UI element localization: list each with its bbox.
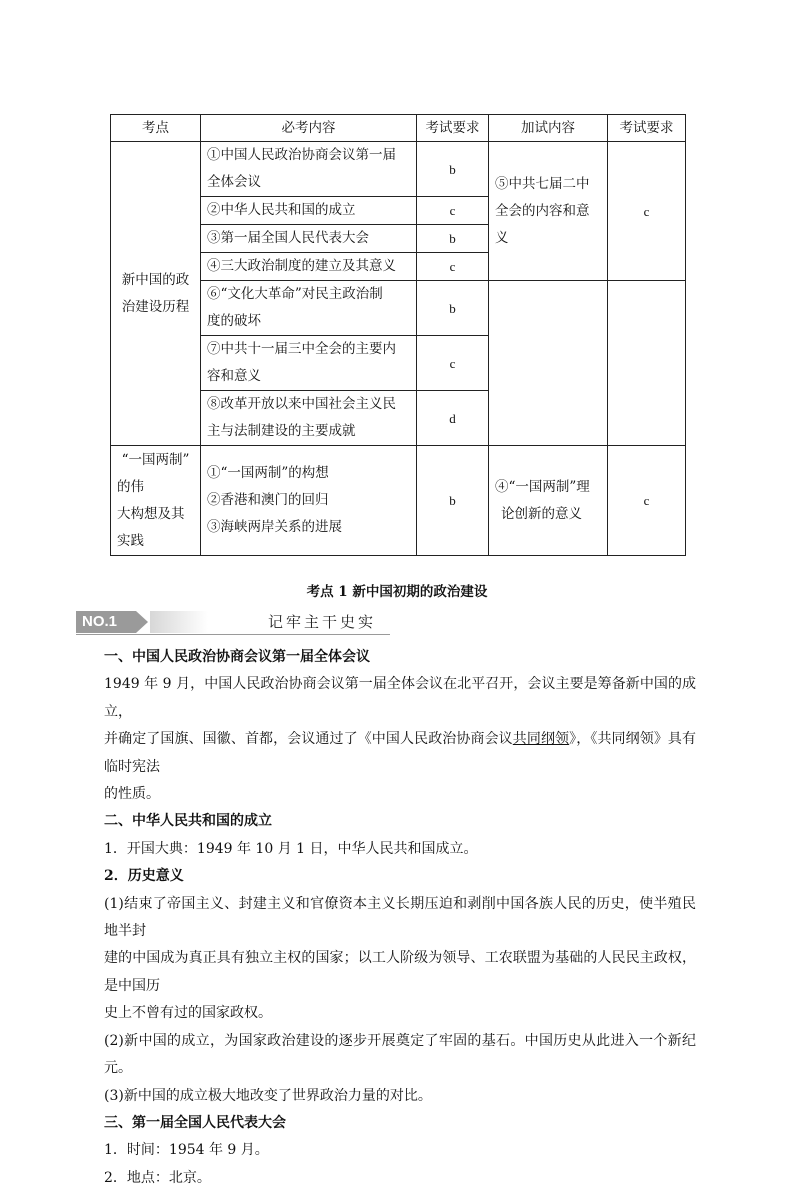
level-cell: b — [417, 281, 489, 336]
content-cell: ①中国人民政治协商会议第一届 全体会议 — [201, 142, 417, 197]
content-cell: ⑦中共十一届三中全会的主要内 容和意义 — [201, 336, 417, 391]
level-cell: b — [417, 225, 489, 253]
header-required-content: 必考内容 — [201, 115, 417, 142]
extra-content-cell: ④“一国两制”理 论创新的意义 — [489, 446, 608, 556]
banner-fade — [150, 611, 208, 633]
section-title: 考点 1 新中国初期的政治建设 — [306, 584, 488, 600]
header-extra-requirement: 考试要求 — [608, 115, 686, 142]
content-cell: ③第一届全国人民代表大会 — [201, 225, 417, 253]
level-cell: c — [417, 197, 489, 225]
empty-extra-cell — [489, 281, 608, 446]
subheading: 2．历史意义 — [104, 868, 184, 885]
header-topic: 考点 — [111, 115, 201, 142]
paragraph: 1．开国大典：1949 年 10 月 1 日，中华人民共和国成立。 — [104, 840, 478, 857]
content-cell: ⑥“文化大革命”对民主政治制 度的破坏 — [201, 281, 417, 336]
header-extra-content: 加试内容 — [489, 115, 608, 142]
heading-1: 一、中国人民政治协商会议第一届全体会议 — [104, 649, 370, 665]
header-requirement: 考试要求 — [417, 115, 489, 142]
table-row — [111, 446, 686, 556]
level-cell: c — [417, 253, 489, 281]
paragraph: (1)结束了帝国主义、封建主义和官僚资本主义长期压迫和剥削中国各族人民的历史，使半殖民地半封 — [104, 895, 696, 940]
level-cell: b — [417, 142, 489, 197]
underlined-term: 共同纲领 — [512, 731, 570, 748]
extra-content-cell: ⑤中共七届二中 全会的内容和意 义 — [489, 142, 608, 281]
body-text — [104, 644, 696, 1192]
section-banner — [76, 611, 390, 635]
table-header-row — [111, 115, 686, 142]
content-cell: ④三大政治制度的建立及其意义 — [201, 253, 417, 281]
exam-requirements-table — [110, 114, 686, 556]
topic-cell: “一国两制” 的伟 大构想及其 实践 — [111, 446, 201, 556]
heading-3: 三、第一届全国人民代表大会 — [104, 1114, 286, 1131]
paragraph: 1．时间：1954 年 9 月。 — [104, 1142, 269, 1159]
banner-arrow-icon — [136, 611, 148, 633]
paragraph: 1949 年 9 月，中国人民政治协商会议第一届全体会议在北平召开，会议主要是筹备新中国的成立， — [104, 676, 696, 720]
empty-extra-level-cell — [608, 281, 686, 446]
topic-cell: 新中国的政 治建设历程 — [111, 142, 201, 446]
content-cell: ⑧改革开放以来中国社会主义民 主与法制建设的主要成就 — [201, 391, 417, 446]
level-cell: c — [417, 336, 489, 391]
content-cell: ①“一国两制”的构想 ②香港和澳门的回归 ③海峡两岸关系的进展 — [201, 446, 417, 556]
paragraph-continued: 史上不曾有过的国家政权。 — [104, 1005, 272, 1022]
banner-title: 记牢主干史实 — [268, 613, 377, 631]
paragraph-continued: 的性质。 — [104, 786, 160, 803]
content-cell: ②中华人民共和国的成立 — [201, 197, 417, 225]
level-cell: b — [417, 446, 489, 556]
paragraph-continued: 并确定了国旗、国徽、首都，会议通过了《中国人民政治协商会议共同纲领》，《共同纲领》具有临时宪法 — [104, 731, 697, 775]
heading-2: 二、中华人民共和国的成立 — [104, 813, 272, 830]
paragraph-continued: 建的中国成为真正具有独立主权的国家；以工人阶级为领导、工农联盟为基础的人民民主政权，是中国历 — [104, 950, 696, 994]
extra-level-cell: c — [608, 446, 686, 556]
paragraph: (3)新中国的成立极大地改变了世界政治力量的对比。 — [104, 1087, 432, 1104]
paragraph: (2)新中国的成立，为国家政治建设的逐步开展奠定了牢固的基石。中国历史从此进入一个新纪元。 — [104, 1032, 696, 1077]
level-cell: d — [417, 391, 489, 446]
extra-level-cell: c — [608, 142, 686, 281]
banner-tag: NO.1 — [76, 611, 136, 633]
table-row — [111, 142, 686, 197]
paragraph: 2．地点：北京。 — [104, 1169, 211, 1186]
